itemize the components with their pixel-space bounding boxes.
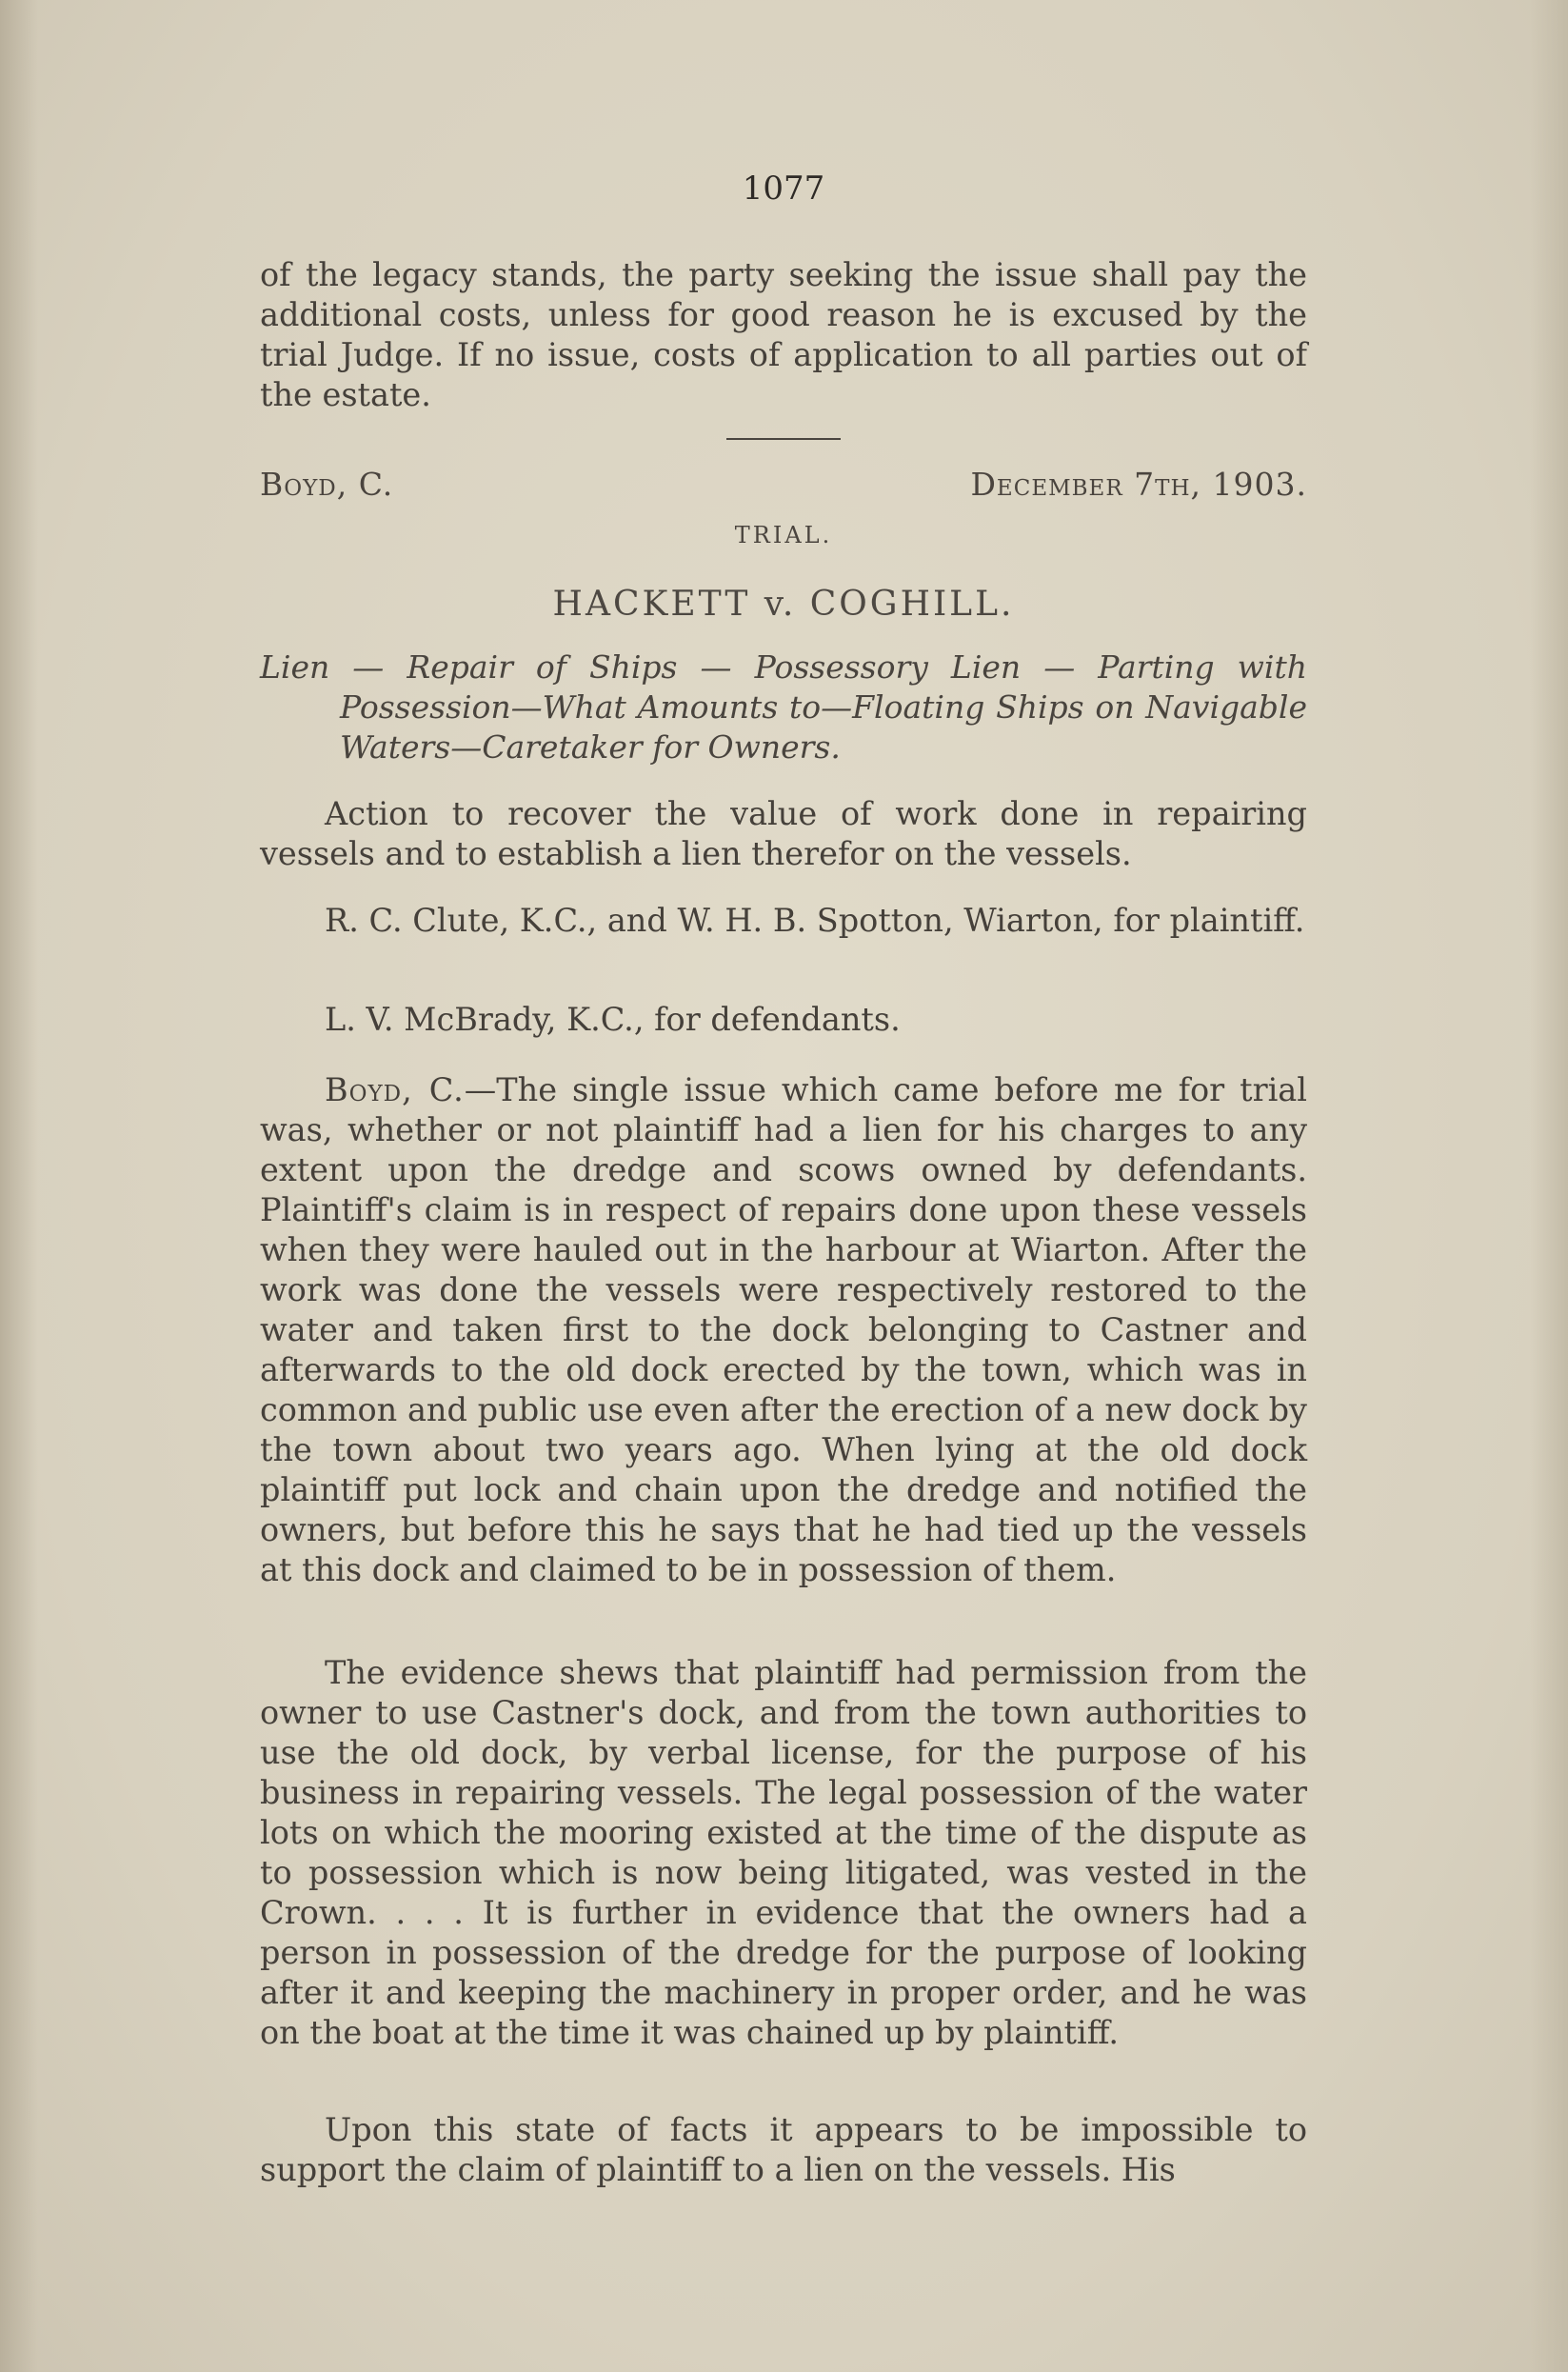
judgment-date: December 7th, 1903. bbox=[970, 466, 1307, 503]
headnote: Lien — Repair of Ships — Possessory Lien — Parting with Possession—What Amounts to—Floating Ships on Navigable Waters—Caretaker for Owners. bbox=[260, 648, 1307, 766]
judge-intro: Boyd, C. bbox=[325, 1071, 465, 1108]
counsel-defendants: L. V. McBrady, K.C., for defendants. bbox=[325, 1001, 901, 1038]
proceeding-type: TRIAL. bbox=[734, 522, 833, 548]
judgment-paragraph-3: Upon this state of facts it appears to be impossible to support the claim of plaintiff to a lien on the vessels. His bbox=[260, 2111, 1307, 2188]
carryover-paragraph: of the legacy stands, the party seeking the issue shall pay the additional costs, unless for good reason he is excused by the trial Judge. If no issue, costs of application to all parties out of the estate. bbox=[260, 256, 1307, 413]
section-divider bbox=[726, 438, 841, 440]
page-number: 1077 bbox=[742, 169, 825, 208]
action-statement: Action to recover the value of work done in repairing vessels and to establish a lien therefor on the vessels. bbox=[260, 795, 1307, 872]
judgment-paragraph-2: The evidence shews that plaintiff had permission from the owner to use Castner's dock, and from the town authorities to use the old dock, by verbal license, for the purpose of his business in repairing vessels. The legal possession of the water lots on which the mooring existed at the time of the dispute as to possession which is now being litigated, was vested in the Crown. . . . It is further in evidence that the owners had a person in possession of the dredge for the purpose of looking after it and keeping the machinery in proper order, and he was on the boat at the time it was chained up by plaintiff. bbox=[260, 1654, 1307, 2051]
counsel-plaintiff: R. C. Clute, K.C., and W. H. B. Spotton, Wiarton, for plaintiff. bbox=[325, 902, 1305, 939]
judge-name: Boyd, C. bbox=[260, 466, 394, 503]
case-title: HACKETT v. COGHILL. bbox=[552, 585, 1015, 624]
judgment-paragraph-1 bbox=[260, 1070, 1307, 1590]
judgment-paragraph-1-text: —The single issue which came before me for trial was, whether or not plaintiff had a lien for his charges to any extent upon the dredge and scows owned by defendants. Plaintiff's claim is in respect of repairs done upon these vessels when they were hauled out in the harbour at Wiarton. After the work was done the vessels were respectively restored to the water and taken first to the dock belonging to Castner and afterwards to the old dock erected by the town, which was in common and public use even after the erection of a new dock by the town about two years ago. When lying at the old dock plaintiff put lock and chain upon the dredge and notified the owners, but before this he says that he had tied up the vessels at this dock and claimed to be in possession of them. bbox=[260, 1071, 1307, 1588]
